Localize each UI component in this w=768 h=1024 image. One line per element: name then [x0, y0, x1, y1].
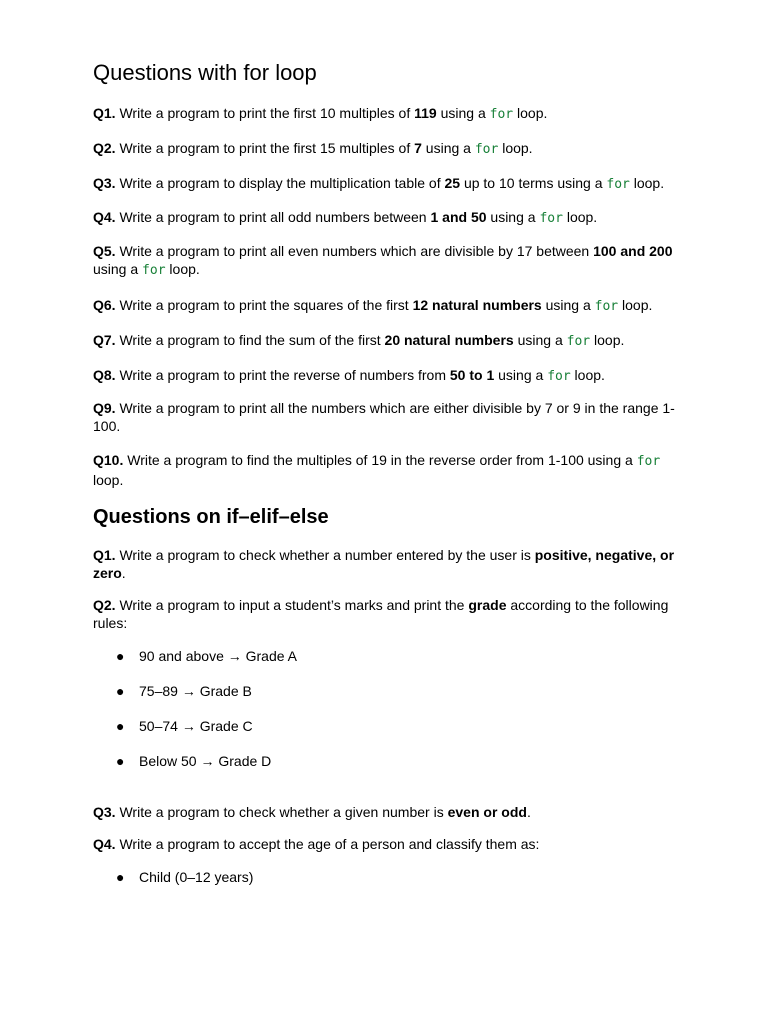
bullet-icon: ● — [116, 753, 125, 769]
question-emphasis: 119 — [414, 105, 437, 121]
if-question-3 — [93, 803, 678, 821]
for-question-6 — [93, 296, 678, 316]
question-text: Write a program to print all odd numbers between — [115, 209, 431, 225]
question-text: loop. — [570, 367, 605, 383]
question-text: . — [526, 804, 531, 820]
list-item-text: 90 and above → Grade A — [139, 648, 297, 664]
for-question-4 — [93, 208, 678, 228]
question-label: Q2. — [93, 140, 116, 156]
question-text: Write a program to display the multiplication table of — [115, 175, 445, 191]
question-text: Write a program to accept the age of a person and classify them as: — [115, 836, 540, 852]
if-question-1 — [93, 546, 678, 582]
code-keyword: for — [594, 299, 619, 314]
question-text: loop. — [629, 175, 665, 191]
code-keyword: for — [539, 211, 563, 226]
question-text: loop. — [562, 209, 598, 225]
list-item-text: 75–89 → Grade B — [139, 683, 252, 699]
question-text: Write a program to find the multiples of 19 in the reverse order from 1-100 using a — [123, 452, 637, 468]
question-text: loop. — [93, 472, 124, 488]
code-keyword: for — [489, 107, 514, 122]
question-text: Write a program to print the first 15 multiples of — [115, 140, 415, 156]
question-text: Write a program to check whether a number entered by the user is — [115, 547, 535, 563]
question-text: using a — [513, 332, 567, 348]
question-text: using a — [436, 105, 490, 121]
question-emphasis: 100 and 200 — [593, 243, 673, 259]
bullet-icon: ● — [116, 869, 125, 885]
question-text: loop. — [590, 332, 625, 348]
question-text: Write a program to print all the numbers which are either divisible by 7 or 9 in the range 1-100. — [93, 400, 675, 434]
question-label: Q4. — [93, 836, 116, 852]
question-text: Write a program to print the reverse of numbers from — [115, 367, 450, 383]
if-question-2 — [93, 596, 678, 632]
code-keyword: for — [606, 177, 630, 192]
question-text: loop. — [513, 105, 548, 121]
for-question-7 — [93, 331, 678, 351]
question-label: Q3. — [93, 175, 116, 191]
question-text: Write a program to print the squares of the first — [115, 297, 413, 313]
question-emphasis: 20 natural numbers — [384, 332, 514, 348]
list-item-text: Child (0–12 years) — [139, 869, 254, 885]
for-question-5 — [93, 242, 678, 280]
bullet-icon: ● — [116, 683, 125, 699]
question-text: according to the following rules: — [93, 597, 669, 631]
question-label: Q2. — [93, 597, 116, 613]
question-emphasis: 25 — [444, 175, 461, 191]
code-keyword: for — [474, 142, 499, 157]
list-item-text: 50–74 → Grade C — [139, 718, 253, 734]
code-keyword: for — [547, 369, 571, 384]
question-label: Q8. — [93, 367, 116, 383]
question-text: Write a program to check whether a given number is — [115, 804, 448, 820]
section-title-if-elif-else: Questions on if–elif–else — [93, 506, 329, 528]
question-text: using a — [541, 297, 595, 313]
question-text: . — [121, 565, 126, 581]
question-text: Write a program to find the sum of the first — [115, 332, 385, 348]
bullet-icon: ● — [116, 718, 125, 734]
if-question-4 — [93, 835, 678, 853]
code-keyword: for — [566, 334, 591, 349]
for-question-3 — [93, 174, 678, 194]
question-label: Q4. — [93, 209, 116, 225]
question-label: Q9. — [93, 400, 116, 416]
code-keyword: for — [142, 263, 166, 278]
question-emphasis: even or odd — [447, 804, 527, 820]
question-text: Write a program to print all even numbers which are divisible by 17 between — [115, 243, 594, 259]
for-question-8 — [93, 366, 678, 386]
for-question-10 — [93, 451, 678, 489]
question-emphasis: positive, negative, or zero — [93, 547, 675, 581]
question-emphasis: 50 to 1 — [449, 367, 495, 383]
question-text: using a — [494, 367, 548, 383]
question-emphasis: 12 natural numbers — [412, 297, 542, 313]
question-text: Write a program to print the first 10 multiples of — [115, 105, 415, 121]
question-text: using a — [421, 140, 475, 156]
question-text: Write a program to input a student’s marks and print the — [115, 597, 469, 613]
question-text: loop. — [165, 261, 200, 277]
for-question-1 — [93, 104, 678, 124]
question-text: using a — [486, 209, 540, 225]
code-keyword: for — [636, 454, 661, 469]
question-label: Q1. — [93, 547, 116, 563]
question-label: Q6. — [93, 297, 116, 313]
question-text: loop. — [618, 297, 653, 313]
for-question-2 — [93, 139, 678, 159]
question-label: Q7. — [93, 332, 116, 348]
question-label: Q3. — [93, 804, 116, 820]
list-item-text: Below 50 → Grade D — [139, 753, 272, 769]
question-emphasis: 1 and 50 — [430, 209, 487, 225]
question-emphasis: 7 — [414, 140, 422, 156]
question-label: Q1. — [93, 105, 116, 121]
for-question-9 — [93, 399, 678, 435]
section-title-for-loop: Questions with for loop — [93, 60, 317, 85]
bullet-icon: ● — [116, 648, 125, 664]
question-text: using a — [93, 261, 143, 277]
question-emphasis: grade — [468, 597, 507, 613]
question-label: Q5. — [93, 243, 116, 259]
question-text: loop. — [498, 140, 533, 156]
question-text: up to 10 terms using a — [460, 175, 607, 191]
question-label: Q10. — [93, 452, 124, 468]
